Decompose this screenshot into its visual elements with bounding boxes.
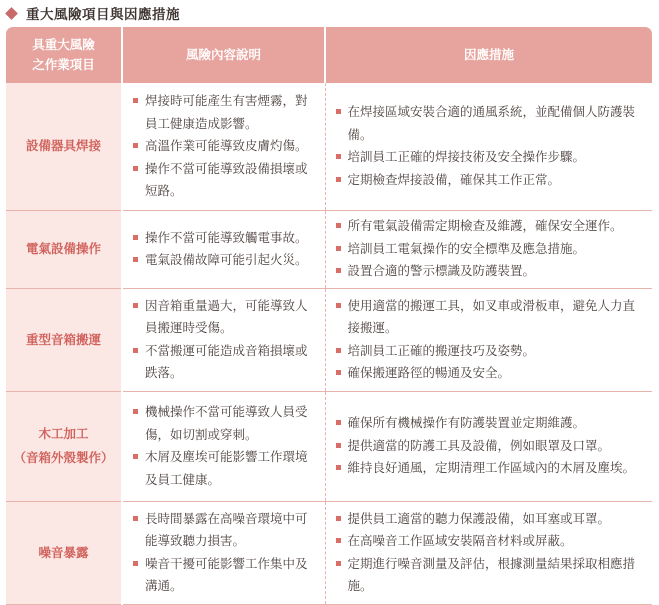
work-item-cell: [6, 391, 122, 501]
countermeasure-cell: [325, 210, 652, 288]
bullet-list: [123, 86, 325, 207]
bullet-list: [326, 291, 653, 389]
table-row: [6, 391, 652, 501]
risk-item: 噪音干擾可能影響工作集中及溝通。: [127, 553, 319, 598]
header-work-item: [6, 27, 122, 83]
work-item-label: 重型音箱搬運: [25, 331, 101, 347]
countermeasure-cell: [325, 83, 652, 210]
header-work-item-line2: 之作業項目: [32, 57, 95, 72]
page-title: 重大風險項目與因應措施: [26, 7, 180, 23]
risk-item: 電氣設備故障可能引起火災。: [127, 249, 319, 272]
work-item-sublabel: （音箱外殼製作）: [13, 450, 114, 465]
diamond-bullet-icon: [5, 7, 18, 20]
countermeasure-item: 培訓員工電氣操作的安全標準及應急措施。: [330, 238, 647, 261]
risk-description-cell: [122, 210, 325, 288]
countermeasure-item: 定期檢查焊接設備，確保其工作正常。: [330, 169, 647, 192]
risk-item: 操作不當可能導致設備損壞或短路。: [127, 158, 319, 203]
header-risk-description: 風險內容說明: [122, 27, 325, 83]
work-item-cell: [6, 288, 122, 391]
risk-description-cell: [122, 288, 325, 391]
bullet-list: [326, 504, 653, 602]
bullet-list: [123, 223, 325, 276]
countermeasure-item: 確保所有機械操作有防護裝置並定期維護。: [330, 412, 647, 435]
work-item-label: 設備器具焊接: [25, 138, 101, 154]
table-row: [6, 501, 652, 604]
risk-item: 操作不當可能導致觸電事故。: [127, 227, 319, 250]
countermeasure-item: 定期進行噪音測量及評估，根據測量結果採取相應措施。: [330, 553, 647, 598]
risk-table: [6, 27, 652, 605]
countermeasure-item: 提供適當的防護工具及設備，例如眼罩及口罩。: [330, 435, 647, 458]
bullet-list: [123, 504, 325, 602]
section-heading: [0, 0, 659, 26]
risk-item: 木屑及塵埃可能影響工作環境及員工健康。: [127, 446, 319, 491]
work-item-cell: [6, 210, 122, 288]
countermeasure-item: 設置合適的警示標識及防護裝置。: [330, 260, 647, 283]
countermeasure-item: 培訓員工正確的搬運技巧及姿勢。: [330, 340, 647, 363]
bullet-list: [123, 397, 325, 495]
risk-item: 不當搬運可能造成音箱損壞或跌落。: [127, 340, 319, 385]
bullet-list: [326, 211, 653, 287]
countermeasure-item: 在焊接區域安裝合適的通風系統，並配備個人防護裝備。: [330, 101, 647, 146]
bullet-list: [326, 97, 653, 195]
work-item-cell: [6, 83, 122, 210]
bullet-list: [326, 408, 653, 484]
table-row: [6, 288, 652, 391]
work-item-cell: [6, 501, 122, 604]
table-row: [6, 83, 652, 210]
risk-item: 焊接時可能產生有害煙霧，對員工健康造成影響。: [127, 90, 319, 135]
countermeasure-item: 提供員工適當的聽力保護設備，如耳塞或耳罩。: [330, 508, 647, 531]
work-item-label: 噪音暴露: [38, 544, 89, 560]
work-item-label: 電氣設備操作: [25, 241, 101, 256]
countermeasure-item: 培訓員工正確的焊接技術及安全操作步驟。: [330, 146, 647, 169]
countermeasure-item: 維持良好通風，定期清理工作區域內的木屑及塵埃。: [330, 457, 647, 480]
countermeasure-cell: [325, 501, 652, 604]
countermeasure-cell: [325, 391, 652, 501]
header-countermeasures: 因應措施: [325, 27, 652, 83]
work-item-label: 木工加工: [38, 426, 89, 441]
countermeasure-item: 在高噪音工作區域安裝隔音材料或屏蔽。: [330, 530, 647, 553]
risk-description-cell: [122, 391, 325, 501]
risk-description-cell: [122, 83, 325, 210]
risk-item: 因音箱重量過大，可能導致人員搬運時受傷。: [127, 295, 319, 340]
table-row: [6, 210, 652, 288]
bullet-list: [123, 291, 325, 389]
countermeasure-item: 確保搬運路徑的暢通及安全。: [330, 362, 647, 385]
risk-item: 機械操作不當可能導致人員受傷，如切割或穿刺。: [127, 401, 319, 446]
risk-item: 長時間暴露在高噪音環境中可能導致聽力損害。: [127, 508, 319, 553]
countermeasure-item: 所有電氣設備需定期檢查及維護，確保安全運作。: [330, 215, 647, 238]
countermeasure-item: 使用適當的搬運工具，如叉車或滑板車，避免人力直接搬運。: [330, 295, 647, 340]
table-body: [6, 83, 652, 604]
table-header-row: [6, 27, 652, 83]
risk-item: 高溫作業可能導致皮膚灼傷。: [127, 135, 319, 158]
header-work-item-line1: 具重大風險: [32, 37, 95, 52]
countermeasure-cell: [325, 288, 652, 391]
risk-description-cell: [122, 501, 325, 604]
